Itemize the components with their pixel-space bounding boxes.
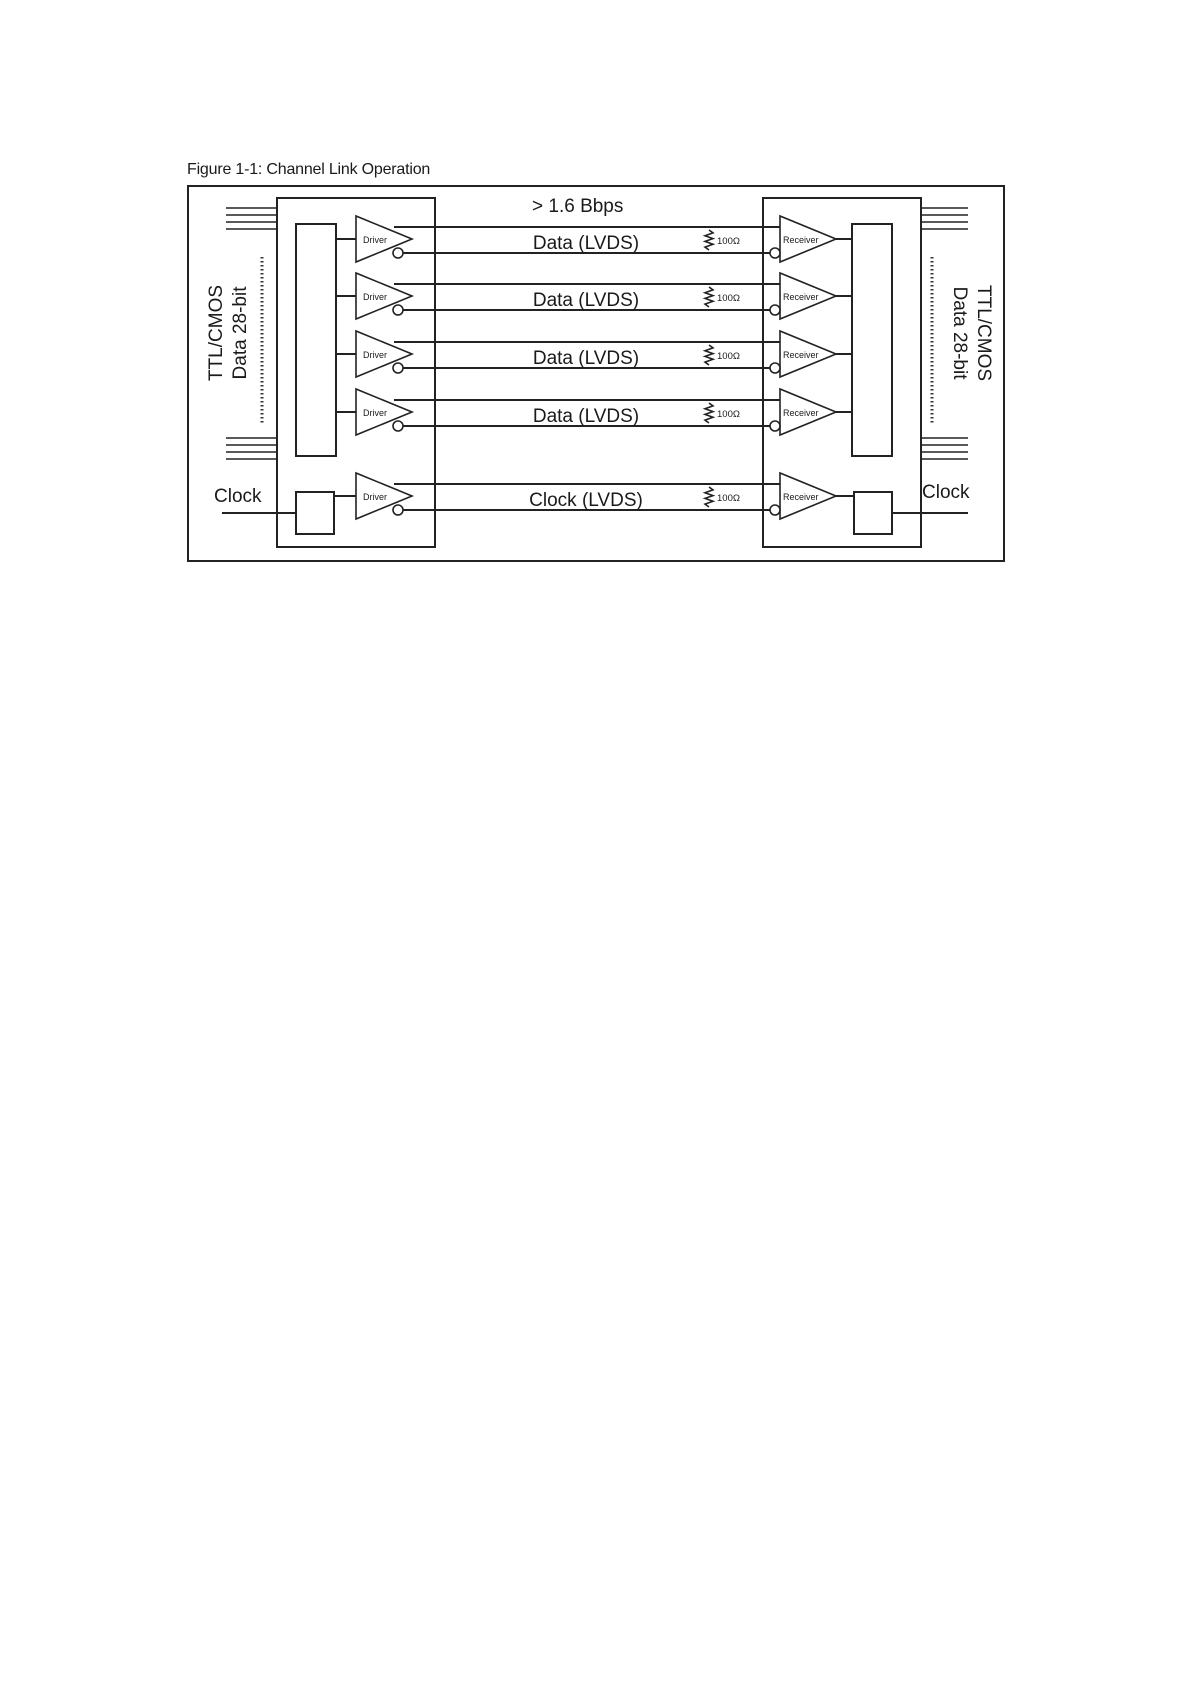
driver-inverting-bubble xyxy=(393,248,403,258)
channel-label: Data (LVDS) xyxy=(532,233,640,254)
receiver-label: Receiver xyxy=(783,408,819,418)
tx-side-label-line2: Data 28-bit xyxy=(230,286,251,380)
receiver-inverting-bubble xyxy=(770,421,780,431)
resistor-label: 100Ω xyxy=(717,293,740,304)
rx-clock-block xyxy=(854,492,892,534)
channel-label: Data (LVDS) xyxy=(532,290,640,311)
receiver-label: Receiver xyxy=(783,492,819,502)
resistor-label: 100Ω xyxy=(717,493,740,504)
channel-label: Data (LVDS) xyxy=(532,348,640,369)
driver-label: Driver xyxy=(363,292,387,302)
receiver-label: Receiver xyxy=(783,235,819,245)
receiver-inverting-bubble xyxy=(770,363,780,373)
tx-clock-block xyxy=(296,492,334,534)
channel-label: Data (LVDS) xyxy=(532,406,640,427)
rx-side-label-line2: Data 28-bit xyxy=(949,286,970,380)
rx-side-label-line1: TTL/CMOS xyxy=(973,284,994,382)
resistor-label: 100Ω xyxy=(717,409,740,420)
driver-label: Driver xyxy=(363,235,387,245)
driver-inverting-bubble xyxy=(393,305,403,315)
channel-label: Clock (LVDS) xyxy=(529,490,643,511)
rx-clock-label: Clock xyxy=(922,482,970,503)
speed-label: > 1.6 Bbps xyxy=(532,196,624,217)
driver-label: Driver xyxy=(363,408,387,418)
driver-label: Driver xyxy=(363,350,387,360)
receiver-inverting-bubble xyxy=(770,305,780,315)
driver-inverting-bubble xyxy=(393,505,403,515)
resistor-label: 100Ω xyxy=(717,236,740,247)
driver-label: Driver xyxy=(363,492,387,502)
receiver-inverting-bubble xyxy=(770,505,780,515)
driver-inverting-bubble xyxy=(393,363,403,373)
tx-clock-label: Clock xyxy=(214,486,262,507)
receiver-label: Receiver xyxy=(783,292,819,302)
receiver-inverting-bubble xyxy=(770,248,780,258)
deserializer-block xyxy=(852,224,892,456)
resistor-label: 100Ω xyxy=(717,351,740,362)
receiver-label: Receiver xyxy=(783,350,819,360)
serializer-block xyxy=(296,224,336,456)
figure-caption: Figure 1-1: Channel Link Operation xyxy=(187,161,431,178)
tx-side-label-line1: TTL/CMOS xyxy=(206,284,227,382)
driver-inverting-bubble xyxy=(393,421,403,431)
